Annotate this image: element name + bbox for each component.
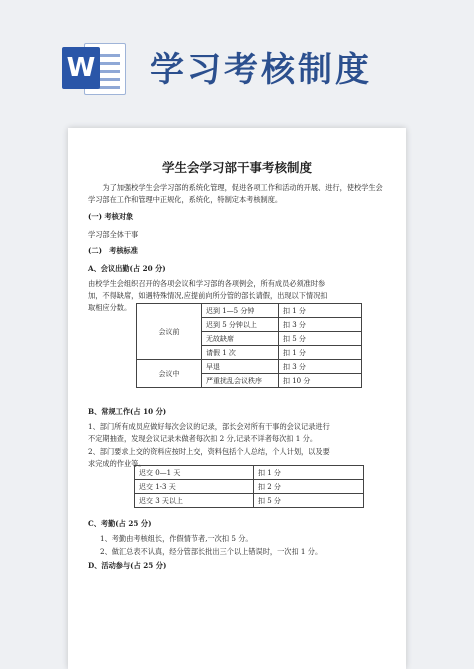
section-a-line-3: 取相应分数。 bbox=[88, 303, 132, 312]
table-score-cell: 扣 5 分 bbox=[279, 332, 362, 346]
table-item-cell: 严重扰乱会议秩序 bbox=[202, 374, 279, 388]
section-1-heading: (一) 考核对象 bbox=[88, 212, 134, 221]
word-letter: W bbox=[62, 47, 100, 89]
table-item-cell: 迟交 0—1 天 bbox=[135, 466, 254, 480]
table-item-cell: 迟交 1-3 天 bbox=[135, 480, 254, 494]
table-row bbox=[137, 304, 362, 318]
table-score-cell: 扣 1 分 bbox=[279, 346, 362, 360]
section-c-line-1: 1、考勤由考核组长，作假情节者,一次扣 5 分。 bbox=[100, 534, 253, 543]
table-row bbox=[135, 494, 364, 508]
banner bbox=[0, 0, 474, 110]
table-group-cell: 会议前 bbox=[137, 304, 202, 360]
table-row bbox=[137, 360, 362, 374]
section-b-heading: B、常规工作(占 10 分) bbox=[88, 407, 167, 416]
banner-title: 学习考核制度 bbox=[150, 50, 372, 90]
table-score-cell: 扣 3 分 bbox=[279, 318, 362, 332]
intro-paragraph: 为了加强校学生会学习部的系统化管理，促进各项工作和活动的开展、进行，使校学生会学习部在工作和管理中正规化，系统化，特制定本考核制度。 bbox=[88, 183, 383, 204]
section-b-line-1: 1、部门所有成员应做好每次会议的记录，部长会对所有干事的会议记录进行 bbox=[88, 422, 330, 431]
table-item-cell: 无故缺席 bbox=[202, 332, 279, 346]
document-title: 学生会学习部干事考核制度 bbox=[161, 160, 312, 175]
section-b-line-4: 求完成的作业等。 bbox=[88, 459, 146, 468]
section-a-line-2: 加，不得缺席，如遇特殊情况,应提前向所分管的部长请假，出现以下情况扣 bbox=[88, 291, 328, 300]
section-2-heading: (二) 考核标准 bbox=[88, 246, 138, 255]
table-item-cell: 迟到 1—5 分钟 bbox=[202, 304, 279, 318]
table-group-cell: 会议中 bbox=[137, 360, 202, 388]
table-row bbox=[135, 480, 364, 494]
table-item-cell: 早退 bbox=[202, 360, 279, 374]
word-document-icon bbox=[62, 40, 128, 96]
table-score-cell: 扣 5 分 bbox=[254, 494, 364, 508]
table-score-cell: 扣 3 分 bbox=[279, 360, 362, 374]
document-page bbox=[68, 128, 406, 669]
submission-penalty-table bbox=[134, 465, 364, 508]
table-score-cell: 扣 1 分 bbox=[279, 304, 362, 318]
table-score-cell: 扣 2 分 bbox=[254, 480, 364, 494]
table-score-cell: 扣 10 分 bbox=[279, 374, 362, 388]
table-item-cell: 迟到 5 分钟以上 bbox=[202, 318, 279, 332]
section-b-line-2: 不定期抽查，发现会议记录未做者每次扣 2 分,记录不详者每次扣 1 分。 bbox=[88, 434, 318, 443]
table-item-cell: 迟交 3 天以上 bbox=[135, 494, 254, 508]
section-a-line-1: 由校学生会组织召开的各项会议和学习部的各项例会，所有成员必须准时参 bbox=[88, 279, 326, 288]
table-score-cell: 扣 1 分 bbox=[254, 466, 364, 480]
section-a-heading: A、会议出勤(占 20 分) bbox=[88, 264, 166, 273]
section-c-heading: C、考勤(占 25 分) bbox=[88, 519, 152, 528]
table-row bbox=[135, 466, 364, 480]
meeting-penalty-table bbox=[136, 303, 362, 388]
table-item-cell: 请假 1 次 bbox=[202, 346, 279, 360]
section-b-line-3: 2、部门要求上交的资料应按时上交，资料包括个人总结，个人计划，以及要 bbox=[88, 447, 330, 456]
section-d-heading: D、活动参与(占 25 分) bbox=[88, 561, 167, 570]
section-c-line-2: 2、做汇总表不认真，经分管部长批出三个以上错误时，一次扣 1 分。 bbox=[100, 547, 323, 556]
section-1-text: 学习部全体干事 bbox=[88, 230, 139, 239]
